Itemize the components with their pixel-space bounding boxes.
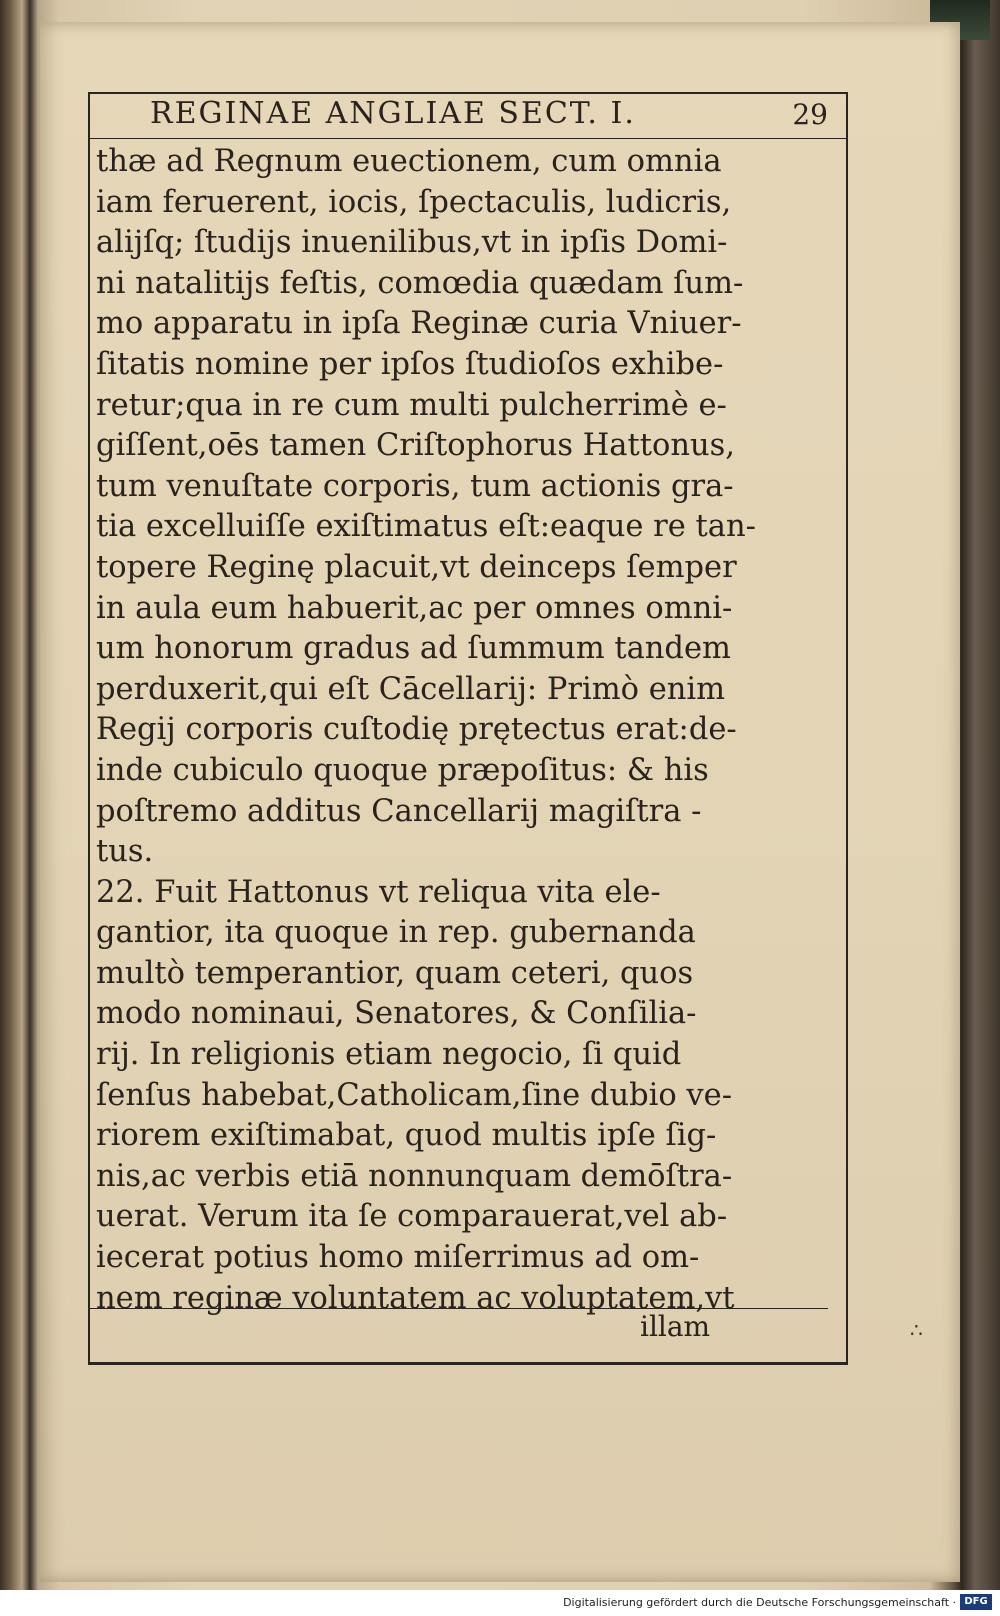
- text-line: Regij corporis cuſtodię prętectus erat:de-: [96, 712, 737, 748]
- text-line: modo nominaui, Senatores, & Conſilia-: [96, 996, 697, 1032]
- margin-mark: ∴: [910, 1318, 923, 1342]
- text-line: tia excelluiſſe exiſtimatus eſt:eaque re tan-: [96, 509, 756, 545]
- dfg-logo: DFG: [960, 1594, 992, 1610]
- text-frame: [88, 92, 848, 1365]
- text-line: multò temperantior, quam ceteri, quos: [96, 955, 694, 991]
- text-line: giſſent,oēs tamen Criſtophorus Hattonus,: [96, 428, 735, 464]
- frame-rule: [88, 1308, 828, 1309]
- text-line: thæ ad Regnum euectionem, cum omnia: [96, 144, 722, 179]
- body-text: [96, 142, 834, 1319]
- text-line: in aula eum habuerit,ac per omnes omni-: [96, 590, 733, 626]
- text-line: riorem exiſtimabat, quod multis ipſe ſig-: [96, 1118, 717, 1154]
- text-line: mo apparatu in ipſa Reginæ curia Vniuer-: [96, 306, 742, 342]
- text-line: iam feruerent, iocis, ſpectaculis, ludicris,: [96, 184, 732, 220]
- text-line: iecerat potius homo miſerrimus ad om-: [96, 1240, 700, 1276]
- text-line: 22. Fuit Hattonus vt reliqua vita ele-: [96, 874, 661, 910]
- footer-credit: Digitalisierung gefördert durch die Deutsche Forschungsgemeinschaft ·: [563, 1596, 956, 1609]
- text-line: um honorum gradus ad ſummum tandem: [96, 631, 731, 667]
- text-line: topere Reginę placuit,vt deinceps ſemper: [96, 549, 737, 585]
- text-line: ſitatis nomine per ipſos ſtudioſos exhibe-: [96, 346, 724, 382]
- text-line: rij. In religionis etiam negocio, ſi quid: [96, 1037, 682, 1073]
- text-line: gantior, ita quoque in rep. gubernanda: [96, 915, 696, 951]
- text-line: nem reginæ voluntatem ac voluptatem,vt: [96, 1280, 735, 1316]
- digitization-footer: [0, 1590, 1000, 1616]
- text-line: tus.: [96, 834, 154, 870]
- text-line: nis,ac verbis etiā nonnunquam demōſtra-: [96, 1158, 733, 1194]
- text-line: poſtremo additus Cancellarij magiſtra -: [96, 793, 702, 829]
- text-line: uerat. Verum ita ſe comparauerat,vel ab-: [96, 1199, 728, 1235]
- text-line: inde cubiculo quoque præpoſitus: & his: [96, 752, 709, 788]
- text-line: retur;qua in re cum multi pulcherrimè e-: [96, 387, 727, 423]
- text-line: ſenſus habebat,Catholicam,ſine dubio ve-: [96, 1077, 733, 1113]
- text-line: alijſq; ſtudijs inuenilibus,vt in ipſis Domi-: [96, 225, 728, 261]
- text-line: ni natalitijs feſtis, comœdia quædam ſum-: [96, 265, 744, 301]
- catchword: illam: [640, 1310, 711, 1343]
- running-head-title: REGINAE ANGLIAE SECT. I.: [150, 96, 636, 131]
- text-line: tum venuſtate corporis, tum actionis gra-: [96, 468, 734, 504]
- running-head: [90, 94, 846, 139]
- page-number: 29: [792, 98, 828, 131]
- text-line: perduxerit,qui eſt Cācellarij: Primò enim: [96, 671, 726, 707]
